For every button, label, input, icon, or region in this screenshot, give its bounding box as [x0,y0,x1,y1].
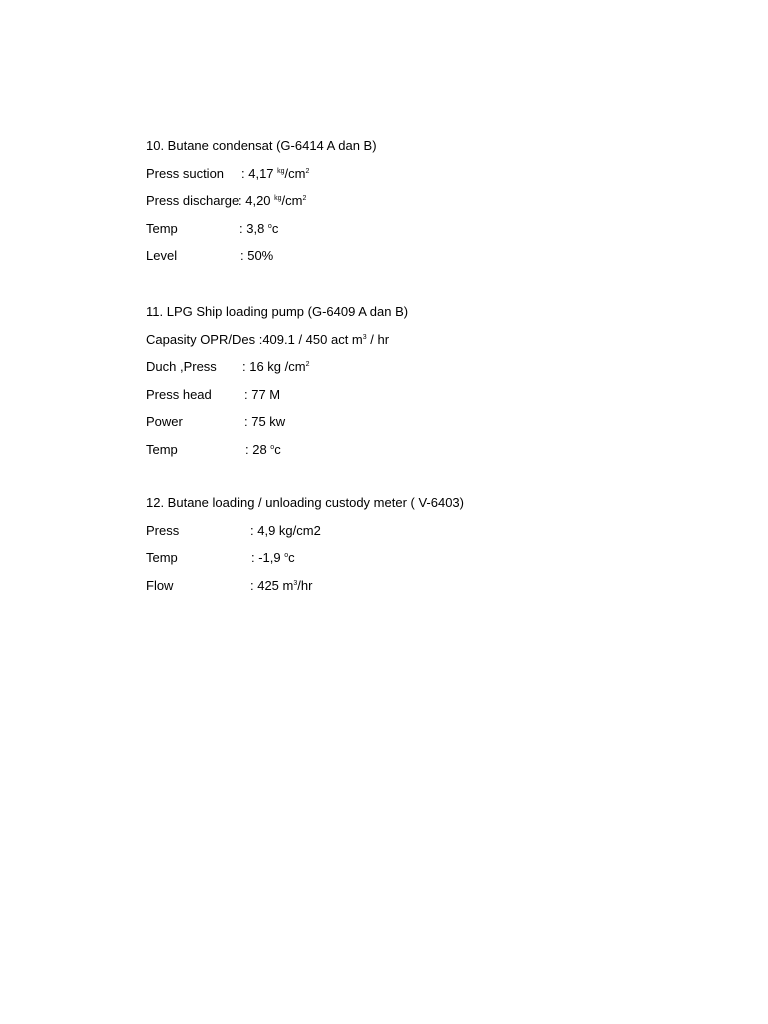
spec-row-capacity: Capasity OPR/Des :409.1 / 450 act $m^3$ / hr [146,331,390,347]
spec-label: Temp [146,550,178,565]
section-heading: 10. Butane condensat (G-6414 A dan B) [146,138,377,153]
spec-value: : 425 $m^3/hr$ [250,577,313,593]
spec-value: : 75 kw [244,414,286,429]
spec-label: Level [146,248,178,263]
spec-row-press-discharge [146,192,377,220]
spec-row-temp [146,220,377,248]
spec-label: Power [146,414,183,429]
spec-row-temp [146,441,408,469]
spec-row-press-suction [146,165,377,193]
spec-value: : 3,8 $^o$c [239,220,279,236]
spec-label: Press [146,522,180,538]
spec-row-duch-press [146,358,408,386]
spec-value: : 28 $^o$c [245,441,281,457]
spec-value: : 4,17 $^{kg}/cm^2$ [241,165,310,181]
spec-row-level [146,247,377,275]
section-butane-condensat [146,137,377,275]
spec-label: Flow [146,577,174,593]
spec-value: : 50% [240,248,274,263]
section-heading: 11. LPG Ship loading pump (G-6409 A dan B) [146,304,409,319]
spec-value: : 4,20 $^{kg}/cm^2$ [238,193,307,208]
spec-label: Temp [146,441,178,457]
spec-value: : 16 kg $/cm^2$ [242,359,310,374]
section-butane-custody-meter [146,494,464,604]
spec-label: Press discharge [146,193,240,208]
spec-row-press [146,522,464,550]
spec-row-press-head [146,386,408,414]
spec-row-power [146,413,408,441]
spec-row-flow [146,577,464,605]
spec-value: : 77 M [244,386,281,402]
spec-label: Press head [146,386,212,402]
spec-value: : -1,9 $^o$c [251,550,295,565]
spec-value: : 4,9 kg/cm2 [250,522,321,538]
spec-label: Temp [146,220,178,236]
section-heading: 12. Butane loading / unloading custody meter ( V-6403) [146,495,464,510]
spec-label: Press suction [146,165,225,181]
section-lpg-ship-loading-pump [146,303,408,468]
spec-row-temp [146,549,464,577]
spec-label: Duch ,Press [146,359,217,374]
